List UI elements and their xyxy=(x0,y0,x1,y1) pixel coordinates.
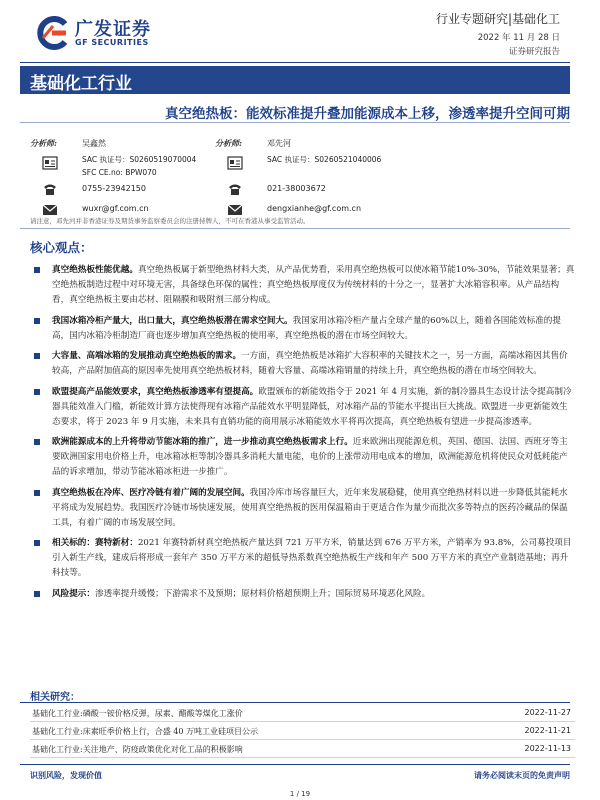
related-divider xyxy=(20,702,570,703)
analyst-sac-number: SAC 执证号：S0260519070004 xyxy=(82,155,197,164)
bullet-marker xyxy=(34,540,40,546)
report-date: 2022 年 11 月 28 日 xyxy=(477,33,560,43)
id-card-icon xyxy=(42,156,58,170)
analyst-phone: 0755-23942150 xyxy=(82,184,146,193)
analyst-label: 分析师: xyxy=(30,138,57,148)
header-divider xyxy=(20,62,570,63)
list-item xyxy=(30,486,575,531)
bullet-body: 2021 年赛特新材真空绝热板产量达到 721 万平方米，销量达到 676 万平方米，产销率为 93.8%，公司募投项目引入新生产线，建成后将形成一套年产 350 万平方米的超低导热系数真空绝热板生产线和年产 500 万平方米的真空产业制造基地；再升科技等。 xyxy=(52,538,572,578)
industry-banner-label: 基础化工行业 xyxy=(30,74,132,94)
report-type: 行业专题研究|基础化工 xyxy=(435,12,560,26)
bullet-marker xyxy=(34,490,40,496)
analyst-name: 邓先河 xyxy=(267,139,291,148)
bullet-body: 渗透率提升缓慢；下游需求不及预期；原材料价格超预期上升；国际贸易环境恶化风险。 xyxy=(94,588,431,599)
list-item xyxy=(30,385,575,430)
footer-slogan: 识别风险，发现价值 xyxy=(30,771,102,780)
analyst-email[interactable]: dengxianhe@gf.com.cn xyxy=(267,204,362,213)
bullet-lead: 风险提示： xyxy=(52,588,95,599)
core-views-list xyxy=(30,263,575,607)
bullet-marker xyxy=(34,439,40,445)
list-item xyxy=(30,435,575,480)
bullet-marker xyxy=(34,389,40,395)
footer-disclaimer-note: 请务必阅读末页的免责声明 xyxy=(474,771,570,780)
footer-divider xyxy=(20,764,570,765)
bullet-body: 一方面，真空绝热板是冰箱扩大容积率的关键技术之一，另一方面，高端冰箱因其售价较高，产品附加值高的原因率先使用真空绝热板材料，随着大容量、高端冰箱销量的持续上升，真空绝热板的潜在市场空间较大。 xyxy=(52,351,568,376)
bullet-marker xyxy=(34,318,40,324)
bullet-body: 真空绝热板属于新型绝热材料大类，从产品优势看，采用真空绝热板可以使冰箱节能10%-30%，节能效果显著；真空绝热板制造过程中对环境无害，具备绿色环保的属性；真空绝热板厚度仅为传统材料的十分之一，显著扩大冰箱容积率。从产品结构看，真空绝热板主要由芯材、阻隔膜和吸附剂三部分构成。 xyxy=(52,265,575,305)
phone-icon xyxy=(42,182,58,196)
bullet-lead: 我国冰箱冷柜产量大，出口量大，真空绝热板潜在需求空间大。 xyxy=(52,315,293,326)
related-report-row[interactable] xyxy=(30,740,575,758)
logo-chinese-text: 广发证券 xyxy=(75,19,151,40)
bullet-body: 我国冷库市场容量巨大，近年来发展稳健，使用真空绝热材料以进一步降低其能耗水平将成为发展趋势。我国医疗冷链市场快速发展，使用真空绝热板的医用保温箱由于更适合作为量少而批次多等特点的医药冷藏品的保温工具，有着广阔的市场发展空间。 xyxy=(52,487,568,528)
industry-banner xyxy=(20,66,570,94)
analyst-sfc-number: SFC CE.no: BPW070 xyxy=(82,168,157,177)
related-report-title: 基础化工行业:床素旺季价格上行，合盛 40 万吨工业硅项目公示 xyxy=(32,727,258,736)
bullet-marker xyxy=(34,267,40,273)
email-icon xyxy=(227,203,243,217)
phone-icon xyxy=(227,182,243,196)
list-item xyxy=(30,536,575,581)
list-item xyxy=(30,587,575,602)
bullet-marker xyxy=(34,353,40,359)
report-category: 证券研究报告 xyxy=(508,47,560,57)
gf-securities-logo xyxy=(35,14,165,52)
bullet-marker xyxy=(34,591,40,597)
list-item xyxy=(30,314,575,344)
report-header xyxy=(0,0,600,64)
bullet-body: 近来欧洲出现能源危机，英国、德国、法国、西班牙等主要欧洲国家用电价格上升，电冰箱冰柜等制冷器具多消耗大量电能，电价的上涨带动用电成本的增加，欧洲能源危机将使民众对低耗能产品的诉求增加，带动节能冰箱冰柜进一步推广。 xyxy=(52,437,568,477)
analyst-label: 分析师: xyxy=(215,138,242,148)
title-divider xyxy=(20,122,570,123)
bullet-body: 我国家用冰箱冷柜产量占全球产量的60%以上，随着各国能效标准的提高，国内冰箱冷柜制造厂商也逐步增加真空绝热板的使用率，真空绝热板的潜在市场空间较大。 xyxy=(52,315,561,341)
analyst-name: 吴鑫然 xyxy=(82,139,106,148)
gf-logo-icon xyxy=(35,16,69,50)
related-report-date: 2022-11-21 xyxy=(524,726,571,735)
analyst-sac-number: SAC 执证号：S0260521040006 xyxy=(267,155,382,164)
bullet-lead: 真空绝热板在冷库、医疗冷链有着广阔的发展空间。 xyxy=(52,487,250,498)
email-icon xyxy=(42,203,58,217)
bullet-lead: 大容量、高端冰箱的发展推动真空绝热板的需求。 xyxy=(52,351,242,361)
analyst-disclaimer: 请注意，邓先河并非香港证券及期货事务监察委员会的注册持牌人，不可在香港从事受监管活动。 xyxy=(30,217,310,225)
analyst-email[interactable]: wuxr@gf.com.cn xyxy=(82,204,149,213)
report-title: 真空绝热板：能效标准提升叠加能源成本上移，渗透率提升空间可期 xyxy=(165,106,570,122)
id-card-icon xyxy=(227,156,243,170)
logo-english-text: GF SECURITIES xyxy=(75,38,149,47)
analyst-divider xyxy=(20,228,570,229)
page-number: 1 / 19 xyxy=(289,790,311,798)
bullet-lead: 欧洲能源成本的上升将带动节能冰箱的推广，进一步推动真空绝热板需求上行。 xyxy=(52,437,353,447)
related-report-title: 基础化工行业:关注地产、防疫政策优化对化工品的积极影响 xyxy=(32,745,243,754)
related-report-date: 2022-11-27 xyxy=(524,708,571,717)
core-views-heading: 核心观点： xyxy=(30,240,93,255)
related-report-date: 2022-11-13 xyxy=(524,744,571,753)
bullet-lead: 真空绝热板性能优越。 xyxy=(52,265,138,275)
analyst-phone: 021-38003672 xyxy=(267,184,326,193)
list-item xyxy=(30,263,575,308)
related-report-row[interactable] xyxy=(30,722,575,740)
list-item xyxy=(30,349,575,379)
related-research-list xyxy=(30,704,575,758)
related-research-heading: 相关研究： xyxy=(30,692,80,703)
related-report-title: 基础化工行业:磷酸一铵价格反弹，尿素、醋酸等煤化工涨价 xyxy=(32,709,243,718)
related-report-row[interactable] xyxy=(30,704,575,722)
bullet-lead: 相关标的：赛特新材： xyxy=(52,538,138,548)
bullet-lead: 欧盟提高产品能效要求，真空绝热板渗透率有望提高。 xyxy=(52,386,259,397)
bullet-body: 欧盟颁布的新能效指令于 2021 年 4 月实施，新的制冷器具生态设计法令提高制冷器具能效准入门槛，新能效计算方法使得现有冰箱产品能效水平明显降低，对冰箱产品的节能水平提出巨大挑战。欧盟进一步更新能效生态要求，将于 2023 年 9 月实施，未来具有直销功能的商用展示冰箱能效水平将再次提高，真空绝热板有望进一步提高渗透率。 xyxy=(52,386,572,427)
